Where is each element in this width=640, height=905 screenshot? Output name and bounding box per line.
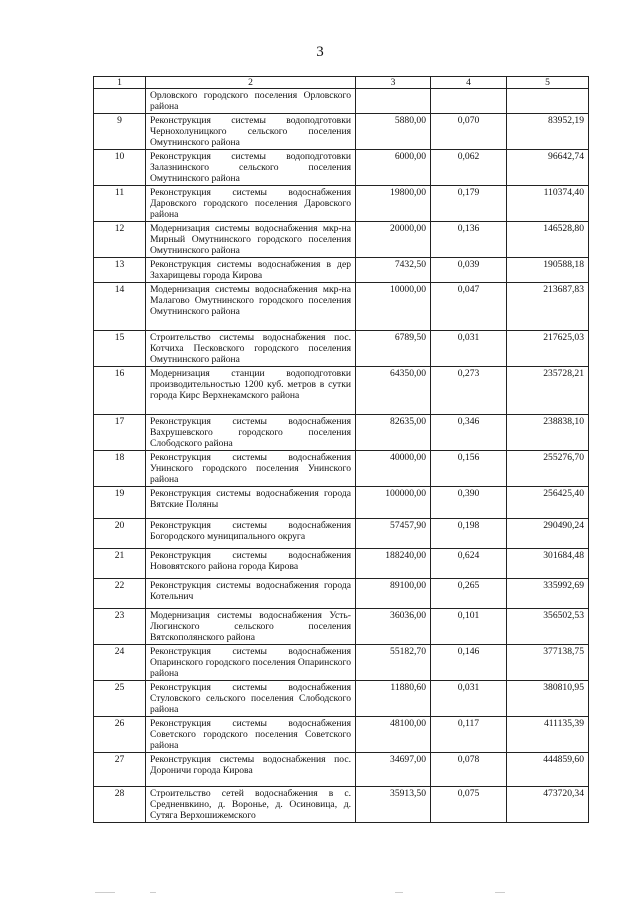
- table-row: [94, 451, 589, 487]
- row-percent: 0,062: [431, 150, 507, 186]
- row-description: Реконструкция системы водоснабжения Унинского городского поселения Унинского района: [146, 451, 356, 487]
- table-row: [94, 549, 589, 579]
- row-value: 5880,00: [356, 114, 431, 150]
- row-number: 21: [94, 549, 146, 579]
- row-description: Реконструкция системы водоснабжения Нововятского района города Кирова: [146, 549, 356, 579]
- row-total: 290490,24: [507, 519, 589, 549]
- row-total: 217625,03: [507, 331, 589, 367]
- row-percent: 0,078: [431, 753, 507, 787]
- row-percent: 0,075: [431, 787, 507, 823]
- row-number: 19: [94, 487, 146, 519]
- table-row: [94, 415, 589, 451]
- row-percent: 0,101: [431, 609, 507, 645]
- row-description: Реконструкция системы водоподготовки Залазнинского сельского поселения Омутнинского района: [146, 150, 356, 186]
- row-description: Реконструкция системы водоснабжения города Котельнич: [146, 579, 356, 609]
- row-percent: 0,117: [431, 717, 507, 753]
- row-number: 24: [94, 645, 146, 681]
- row-percent: 0,198: [431, 519, 507, 549]
- row-total: 356502,53: [507, 609, 589, 645]
- row-total: 190588,18: [507, 258, 589, 283]
- row-number: 12: [94, 222, 146, 258]
- row-total: 238838,10: [507, 415, 589, 451]
- table-row: [94, 487, 589, 519]
- row-percent: 0,031: [431, 681, 507, 717]
- table-row: [94, 331, 589, 367]
- row-description: Строительство системы водоснабжения пос. Котчиха Песковского городского поселения Омутнинского района: [146, 331, 356, 367]
- table-row: [94, 787, 589, 823]
- row-number: 18: [94, 451, 146, 487]
- row-percent: 0,624: [431, 549, 507, 579]
- column-header: 3: [356, 77, 431, 89]
- page-number: 3: [316, 44, 324, 60]
- row-total: 444859,60: [507, 753, 589, 787]
- row-description: Реконструкция системы водоснабжения Опаринского городского поселения Опаринского района: [146, 645, 356, 681]
- row-value: 48100,00: [356, 717, 431, 753]
- row-description: Модернизация системы водоснабжения мкр-на Мирный Омутнинского городского поселения Омутнинского района: [146, 222, 356, 258]
- table-row: [94, 222, 589, 258]
- row-description: Реконструкция системы водоснабжения Вахрушевского городского поселения Слободского района: [146, 415, 356, 451]
- row-total: [507, 89, 589, 114]
- row-value: 11880,60: [356, 681, 431, 717]
- column-header: 1: [94, 77, 146, 89]
- row-value: 7432,50: [356, 258, 431, 283]
- data-table: [93, 76, 589, 823]
- row-percent: 0,070: [431, 114, 507, 150]
- row-description: Реконструкция системы водоснабжения Даровского городского поселения Даровского района: [146, 186, 356, 222]
- row-total: 235728,21: [507, 367, 589, 415]
- row-total: 411135,39: [507, 717, 589, 753]
- row-description: Реконструкция системы водоснабжения Советского городского поселения Советского района: [146, 717, 356, 753]
- table-row: [94, 283, 589, 331]
- row-total: 83952,19: [507, 114, 589, 150]
- table-row: [94, 717, 589, 753]
- table-header-row: [94, 77, 589, 89]
- table-row: [94, 258, 589, 283]
- row-percent: 0,039: [431, 258, 507, 283]
- table-row: [94, 186, 589, 222]
- table-row: [94, 519, 589, 549]
- table-row: [94, 150, 589, 186]
- row-percent: 0,179: [431, 186, 507, 222]
- row-value: 55182,70: [356, 645, 431, 681]
- row-percent: 0,031: [431, 331, 507, 367]
- row-number: 25: [94, 681, 146, 717]
- row-total: 146528,80: [507, 222, 589, 258]
- row-value: 35913,50: [356, 787, 431, 823]
- row-number: 11: [94, 186, 146, 222]
- row-percent: 0,346: [431, 415, 507, 451]
- row-value: 19800,00: [356, 186, 431, 222]
- row-percent: 0,390: [431, 487, 507, 519]
- row-percent: 0,273: [431, 367, 507, 415]
- row-total: 380810,95: [507, 681, 589, 717]
- row-number: 13: [94, 258, 146, 283]
- row-number: 15: [94, 331, 146, 367]
- row-total: 110374,40: [507, 186, 589, 222]
- row-number: 20: [94, 519, 146, 549]
- row-description: Модернизация системы водоснабжения Усть-Люгинского сельского поселения Вятскополянского района: [146, 609, 356, 645]
- row-number: 28: [94, 787, 146, 823]
- row-total: 335992,69: [507, 579, 589, 609]
- row-value: 10000,00: [356, 283, 431, 331]
- row-percent: 0,047: [431, 283, 507, 331]
- row-description: Реконструкция системы водоснабжения города Вятские Поляны: [146, 487, 356, 519]
- table-row: [94, 367, 589, 415]
- row-total: 96642,74: [507, 150, 589, 186]
- table-row: [94, 609, 589, 645]
- row-value: 82635,00: [356, 415, 431, 451]
- row-percent: 0,265: [431, 579, 507, 609]
- row-number: 17: [94, 415, 146, 451]
- table-row: [94, 579, 589, 609]
- row-value: 89100,00: [356, 579, 431, 609]
- row-number: 9: [94, 114, 146, 150]
- row-percent: [431, 89, 507, 114]
- row-value: 20000,00: [356, 222, 431, 258]
- row-total: 377138,75: [507, 645, 589, 681]
- row-description: Модернизация системы водоснабжения мкр-на Малагово Омутнинского городского поселения Омутнинского района: [146, 283, 356, 331]
- page-footer-marks: [0, 888, 640, 898]
- row-total: 256425,40: [507, 487, 589, 519]
- row-percent: 0,136: [431, 222, 507, 258]
- row-value: 64350,00: [356, 367, 431, 415]
- table-row: [94, 89, 589, 114]
- row-description: Модернизация станции водоподготовки производительностью 1200 куб. метров в сутки города Кирс Верхнекамского района: [146, 367, 356, 415]
- row-value: 57457,90: [356, 519, 431, 549]
- table-row: [94, 645, 589, 681]
- row-number: 14: [94, 283, 146, 331]
- table-row: [94, 681, 589, 717]
- table-row: [94, 753, 589, 787]
- row-percent: 0,156: [431, 451, 507, 487]
- row-percent: 0,146: [431, 645, 507, 681]
- row-description: Реконструкция системы водоснабжения в дер Захарищевы города Кирова: [146, 258, 356, 283]
- row-value: 100000,00: [356, 487, 431, 519]
- row-value: [356, 89, 431, 114]
- column-header: 4: [431, 77, 507, 89]
- row-value: 40000,00: [356, 451, 431, 487]
- row-number: 10: [94, 150, 146, 186]
- row-value: 6000,00: [356, 150, 431, 186]
- row-description: Орловского городского поселения Орловского района: [146, 89, 356, 114]
- row-value: 188240,00: [356, 549, 431, 579]
- column-header: 5: [507, 77, 589, 89]
- row-number: [94, 89, 146, 114]
- row-total: 473720,34: [507, 787, 589, 823]
- row-description: Реконструкция системы водоснабжения пос. Дороничи города Кирова: [146, 753, 356, 787]
- row-value: 34697,00: [356, 753, 431, 787]
- column-header: 2: [146, 77, 356, 89]
- row-description: Реконструкция системы водоподготовки Чернохолуницкого сельского поселения Омутнинского района: [146, 114, 356, 150]
- row-value: 6789,50: [356, 331, 431, 367]
- row-total: 213687,83: [507, 283, 589, 331]
- row-description: Реконструкция системы водоснабжения Стуловского сельского поселения Слободского района: [146, 681, 356, 717]
- row-value: 36036,00: [356, 609, 431, 645]
- row-number: 22: [94, 579, 146, 609]
- row-description: Строительство сетей водоснабжения в с. Средненвкино, д. Воронье, д. Осиновица, д. Сутяга Верхошижемского: [146, 787, 356, 823]
- row-description: Реконструкция системы водоснабжения Богородского муниципального округа: [146, 519, 356, 549]
- table-row: [94, 114, 589, 150]
- row-number: 23: [94, 609, 146, 645]
- row-number: 26: [94, 717, 146, 753]
- row-number: 16: [94, 367, 146, 415]
- row-number: 27: [94, 753, 146, 787]
- row-total: 301684,48: [507, 549, 589, 579]
- row-total: 255276,70: [507, 451, 589, 487]
